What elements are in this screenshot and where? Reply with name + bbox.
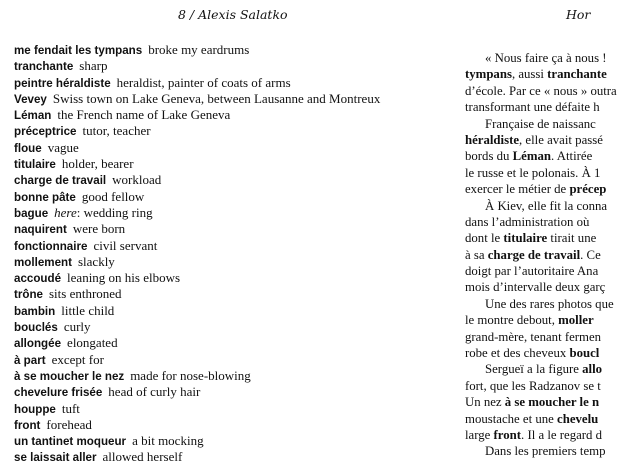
glossary-term: bambin (14, 304, 56, 318)
text-line (465, 443, 606, 459)
text-line (465, 427, 603, 443)
glossary-meaning: except for (51, 351, 104, 367)
glossary-entry (14, 303, 380, 319)
text-line (465, 263, 600, 279)
text-line (465, 66, 607, 82)
glossary-term: chevelure frisée (14, 386, 103, 400)
glossary-meaning: the French name of Lake Geneva (57, 107, 231, 123)
glossary-term: à part (14, 353, 46, 367)
line-text: bords du (465, 149, 513, 164)
line-text: Française de naissanc (485, 116, 596, 131)
glossary-meaning: heraldist, painter of coats of arms (116, 74, 291, 90)
glossary-entry (14, 123, 380, 139)
glossary-entry (14, 42, 380, 58)
glossary-meaning: curly (63, 319, 91, 335)
text-line (465, 230, 600, 246)
glossary-entry (14, 91, 380, 107)
glossary-entry (14, 352, 380, 368)
glossary-meaning: elongated (67, 335, 118, 351)
glossary-note: here (54, 204, 77, 220)
text-line (465, 329, 600, 345)
glossary-meaning: sits enthroned (48, 286, 122, 302)
line-text: fort, que les Radzanov se t (465, 378, 601, 393)
text-line (465, 411, 600, 427)
glossary-term: accoudé (14, 272, 62, 286)
text-line (465, 198, 608, 214)
glossary-term: Vevey (14, 92, 47, 106)
text-line (465, 361, 603, 377)
glossary-term: allongée (14, 337, 62, 351)
glossary-entry (14, 368, 380, 384)
glossary-term: titulaire (14, 158, 56, 172)
glossed-word: front (493, 427, 522, 442)
line-text: tirait une (547, 231, 597, 246)
glossary-term: fonctionnaire (14, 239, 88, 253)
line-text: Un nez (465, 395, 505, 410)
line-text: à sa (465, 247, 488, 262)
glossary-meaning: leaning on his elbows (67, 270, 181, 286)
line-text: , elle avait passé (519, 132, 603, 147)
glossary-term: floue (14, 141, 42, 155)
glossary-meaning: broke my eardrums (148, 42, 250, 57)
glossed-word: titulaire (503, 231, 548, 246)
glossary-entry (14, 254, 380, 270)
glossed-word: allo (582, 362, 603, 377)
glossary-entry (14, 319, 380, 335)
right-page-body (465, 50, 617, 460)
line-text: transformant une défaite h (465, 100, 600, 115)
glossary-term: charge de travail (14, 174, 107, 188)
glossary-term: mollement (14, 255, 72, 269)
line-text: grand-mère, tenant fermen (465, 329, 602, 344)
text-line (465, 132, 603, 148)
text-line (465, 312, 600, 328)
glossed-word: charge de travail (487, 247, 581, 262)
text-line (465, 378, 600, 394)
line-text: mois d’intervalle deux garç (465, 280, 606, 295)
glossary-entry (14, 238, 380, 254)
glossed-word: Léman (512, 149, 552, 164)
glossary-term: front (14, 418, 41, 432)
glossed-word: moller (558, 313, 594, 328)
glossary-meaning: little child (61, 302, 115, 318)
text-line (465, 247, 600, 263)
text-line (465, 99, 600, 115)
glossary-meaning-text: : wedding ring (76, 204, 153, 220)
glossary-meaning: holder, bearer (61, 156, 134, 172)
glossary-meaning: workload (112, 172, 162, 188)
glossary-term: bague (14, 206, 49, 220)
glossary-meaning: civil servant (93, 237, 158, 253)
glossary-entry (14, 401, 380, 417)
glossed-word: tympans (465, 67, 512, 82)
glossary-term: naquirent (14, 223, 67, 237)
line-text: . Ce (580, 247, 601, 262)
glossed-word: à se moucher le n (504, 395, 600, 410)
left-page-header: 8 / Alexis Salatko (178, 7, 288, 22)
glossary-meaning: tuft (61, 400, 80, 416)
glossary-entry (14, 156, 380, 172)
glossary-term: houppe (14, 402, 56, 416)
glossed-word: tranchante (547, 67, 607, 82)
glossary-meaning: forehead (46, 416, 92, 432)
glossary-term: me fendait les tympans (14, 44, 143, 57)
glossary-term: bouclés (14, 321, 58, 335)
text-line (465, 116, 600, 132)
glossary-term: à se moucher le nez (14, 369, 125, 383)
glossary-meaning: good fellow (81, 188, 145, 204)
line-text: dont le (465, 231, 504, 246)
text-line (465, 296, 614, 312)
glossary-entry (14, 417, 380, 433)
text-line (465, 279, 606, 295)
text-line (465, 394, 600, 410)
glossary-entry (14, 107, 380, 123)
glossary-term: un tantinet moqueur (14, 435, 127, 449)
glossary-meaning: sharp (79, 58, 108, 74)
glossary-meaning: allowed herself (102, 449, 183, 465)
glossary-term: préceptrice (14, 125, 77, 139)
line-text: « Nous faire ça à nous ! (485, 51, 607, 65)
right-page-header: Hor (566, 7, 591, 22)
line-text: robe et des cheveux (465, 346, 570, 361)
glossary-meaning: made for nose-blowing (130, 367, 251, 383)
line-text: . Il a le regard d (521, 427, 603, 442)
glossary-entry (14, 270, 380, 286)
glossary-meaning: were born (72, 221, 126, 237)
glossary-entry (14, 172, 380, 188)
glossed-word: héraldiste (465, 132, 520, 147)
line-text: moustache et une (465, 411, 558, 426)
line-text: Une des rares photos que (485, 296, 614, 311)
line-text: le russe et le polonais. À 1 (465, 165, 601, 180)
line-text: doigt par l’autoritaire Ana (465, 264, 599, 279)
glossary-meaning (54, 205, 152, 220)
line-text: large (465, 427, 494, 442)
line-text: dans l’administration où (465, 214, 590, 229)
glossary-meaning: Swiss town on Lake Geneva, between Lausanne and Montreux (52, 90, 381, 106)
glossary-entry (14, 205, 380, 221)
glossary-meaning: vague (47, 139, 79, 155)
text-line (465, 214, 600, 230)
glossary-entry (14, 58, 380, 74)
text-line (465, 181, 607, 197)
text-line (465, 83, 617, 99)
line-text: le montre debout, (465, 313, 559, 328)
glossary-entry (14, 75, 380, 91)
line-text: Sergueï a la figure (485, 362, 583, 377)
glossary-meaning: slackly (77, 253, 115, 269)
glossary-meaning: tutor, teacher (82, 123, 151, 139)
line-text: À Kiev, elle fit la conna (485, 198, 608, 213)
glossary-entry (14, 221, 380, 237)
line-text: , aussi (511, 67, 548, 82)
glossed-word: chevelu (557, 411, 599, 426)
glossary-entry (14, 335, 380, 351)
glossary-term: trône (14, 288, 43, 302)
text-line (465, 345, 600, 361)
line-text: Dans les premiers temp (485, 444, 606, 459)
glossed-word: précep (569, 182, 607, 197)
glossary-term: peintre héraldiste (14, 76, 111, 90)
glossary-entry (14, 286, 380, 302)
text-line (465, 50, 607, 66)
glossary-entry (14, 449, 380, 465)
line-text: . Attirée (551, 149, 593, 164)
text-line (465, 148, 600, 164)
glossary-entry (14, 140, 380, 156)
line-text: d’école. Par ce « nous » outra (465, 83, 617, 98)
glossary-term: tranchante (14, 60, 74, 74)
glossary-entry (14, 384, 380, 400)
glossed-word: boucl (569, 346, 600, 361)
glossary-entry (14, 189, 380, 205)
glossary-term: Léman (14, 109, 52, 123)
text-line (465, 165, 600, 181)
glossary-list (14, 42, 380, 466)
glossary-entry (14, 433, 380, 449)
glossary-term: se laissait aller (14, 451, 97, 465)
line-text: exercer le métier de (465, 182, 570, 197)
glossary-meaning: head of curly hair (108, 384, 201, 400)
glossary-meaning: a bit mocking (132, 433, 204, 449)
glossary-term: bonne pâte (14, 190, 76, 204)
